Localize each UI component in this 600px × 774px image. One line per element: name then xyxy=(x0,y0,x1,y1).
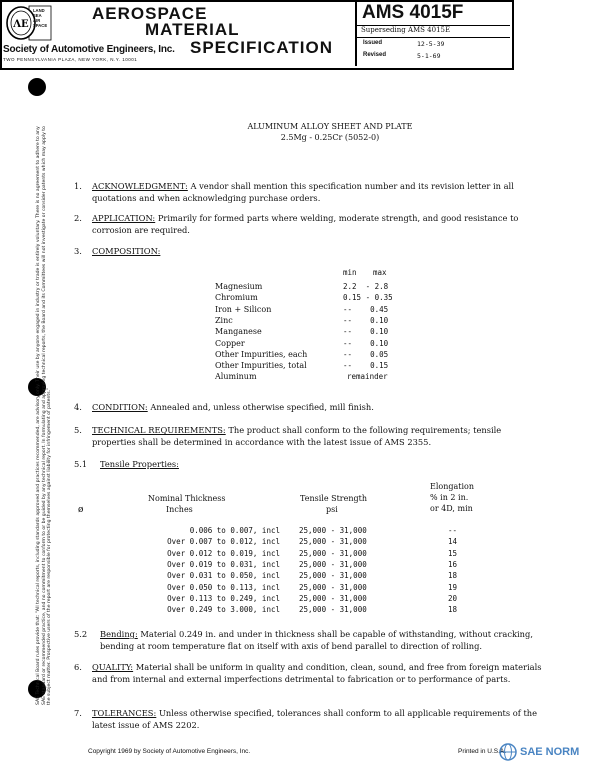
tensile-elongation: 16 xyxy=(448,559,458,569)
section-2-number: 2. xyxy=(74,213,82,223)
title-material: MATERIAL xyxy=(145,20,240,39)
section-5-1 xyxy=(74,459,544,471)
composition-value: -- 0.15 xyxy=(343,361,389,371)
tensile-thickness: Over 0.012 to 0.019, incl xyxy=(167,548,280,558)
composition-value: -- 0.45 xyxy=(343,304,389,314)
composition-element: Other Impurities, total xyxy=(215,361,307,371)
revision-marker: ø xyxy=(78,505,84,515)
strength-header-2: psi xyxy=(326,505,338,514)
header-spec-block xyxy=(357,0,510,66)
tensile-elongation: 18 xyxy=(448,571,458,581)
section-1-heading: ACKNOWLEDGMENT: xyxy=(92,181,188,191)
tensile-thickness: Over 0.019 to 0.031, incl xyxy=(167,559,280,569)
composition-element: Copper xyxy=(215,338,245,348)
section-7 xyxy=(74,708,544,731)
thickness-header-1: Nominal Thickness xyxy=(148,494,226,503)
section-2-heading: APPLICATION: xyxy=(92,213,156,223)
section-5-1-number: 5.1 xyxy=(74,459,88,469)
tensile-thickness: Over 0.031 to 0.050, incl xyxy=(167,571,280,581)
section-4-heading: CONDITION: xyxy=(92,402,148,412)
section-5-2-number: 5.2 xyxy=(74,629,88,639)
side-disclaimer-text: SAE Technical Board rules provide that: "All technical reports, including standards approved and practices recommended, are advisory only. Their use by anyone engaged in industry or trade is entirely voluntary. There is no agreement to adhere to any SAE standard or recommended practice, and no commitment to conform to or be guided by any technical report. In formulating and approving technical reports, the Board and its Committees will not investigate or consider patents which may apply to the subject matter. Prospective users of the report are responsible for protecting themselves against liability for infringement of patents." xyxy=(36,126,53,705)
composition-value: 0.15 - 0.35 xyxy=(343,293,393,303)
title-specification: SPECIFICATION xyxy=(190,38,334,57)
elong-header-3: or 4D, min xyxy=(430,504,473,513)
svg-text:ΛE: ΛE xyxy=(13,19,29,30)
sae-logo-icon xyxy=(5,4,55,44)
spec-divider-2 xyxy=(357,37,510,38)
tensile-strength: 25,000 - 31,000 xyxy=(299,559,367,569)
tensile-elongation: 14 xyxy=(448,537,458,547)
composition-value: remainder xyxy=(347,372,388,382)
section-7-heading: TOLERANCES: xyxy=(92,708,157,718)
tensile-strength: 25,000 - 31,000 xyxy=(299,582,367,592)
section-5-number: 5. xyxy=(74,425,82,435)
logo-word-2: SEA xyxy=(33,13,42,18)
section-5-2-text: Material 0.249 in. and under in thickness shall be capable of withstanding, without cracking, bending at room temperature flat on itself with axis of bend parallel to direction of rolling. xyxy=(100,629,533,651)
section-2 xyxy=(74,213,544,236)
revised-label: Revised xyxy=(363,52,387,58)
section-5-1-heading: Tensile Properties: xyxy=(100,459,179,469)
logo-word-3: AIR xyxy=(33,18,41,23)
composition-col-max: max xyxy=(373,268,387,277)
composition-element: Other Impurities, each xyxy=(215,349,308,359)
sae-logo xyxy=(5,4,55,44)
section-6-text: Material shall be uniform in quality and condition, clean, sound, and free from foreign materials and from internal and external imperfections detrimental to fabrication or to performance of parts. xyxy=(92,662,542,684)
tensile-thickness: Over 0.007 to 0.012, incl xyxy=(167,537,280,547)
composition-value: -- 0.10 xyxy=(343,315,389,325)
section-1-number: 1. xyxy=(74,181,82,191)
composition-element: Aluminum xyxy=(215,372,257,382)
issued-label: Issued xyxy=(363,40,383,46)
tensile-strength: 25,000 - 31,000 xyxy=(299,571,367,581)
section-5-2 xyxy=(74,629,544,652)
tensile-thickness: Over 0.249 to 3.000, incl xyxy=(167,605,280,615)
section-6 xyxy=(74,662,544,685)
watermark-text: SAE NORM xyxy=(520,746,580,758)
spec-header xyxy=(0,0,514,70)
section-5-heading: TECHNICAL REQUIREMENTS: xyxy=(92,425,226,435)
section-3-heading: COMPOSITION: xyxy=(92,246,161,256)
section-4 xyxy=(74,402,544,414)
header-title-block xyxy=(0,0,357,66)
section-6-number: 6. xyxy=(74,662,82,672)
society-name: Society of Automotive Engineers, Inc. xyxy=(3,44,175,55)
section-5-text: The product shall conform to the following requirements; tensile properties shall be determined in accordance with the latest issue of AMS 2355. xyxy=(92,425,502,447)
watermark xyxy=(498,741,579,763)
logo-word-4: SPACE xyxy=(33,23,48,28)
issued-date: 12-5-39 xyxy=(417,40,445,48)
tensile-strength: 25,000 - 31,000 xyxy=(299,548,367,558)
section-3 xyxy=(74,246,544,258)
tensile-elongation: 15 xyxy=(448,548,458,558)
tensile-strength: 25,000 - 31,000 xyxy=(299,605,367,615)
composition-element: Zinc xyxy=(215,315,233,325)
tensile-strength: 25,000 - 31,000 xyxy=(299,593,367,603)
thickness-header-2: Inches xyxy=(166,505,193,514)
doc-title: ALUMINUM ALLOY SHEET AND PLATE xyxy=(247,122,413,131)
elong-header-1: Elongation xyxy=(430,482,474,491)
composition-value: -- 0.05 xyxy=(343,349,389,359)
title-aerospace: AEROSPACE xyxy=(92,4,208,23)
section-3-number: 3. xyxy=(74,246,82,256)
footer-printed: Printed in U.S.A. xyxy=(458,748,507,755)
punch-hole-top xyxy=(28,78,46,96)
tensile-elongation: -- xyxy=(448,526,458,535)
composition-table xyxy=(215,268,415,393)
tensile-thickness: Over 0.113 to 0.249, incl xyxy=(167,593,280,603)
section-7-text: Unless otherwise specified, tolerances shall conform to all applicable requirements of the latest issue of AMS 2202. xyxy=(92,708,538,730)
society-address: TWO PENNSYLVANIA PLAZA, NEW YORK, N.Y. 10001 xyxy=(3,57,138,62)
logo-word-1: LAND xyxy=(33,8,45,13)
section-1-text: A vendor shall mention this specification number and its revision letter in all quotations and when acknowledging purchase orders. xyxy=(92,181,514,203)
tensile-thickness: 0.006 to 0.007, incl xyxy=(189,526,280,535)
tensile-strength: 25,000 - 31,000 xyxy=(299,537,367,547)
elong-header-2: % in 2 in. xyxy=(430,493,469,502)
tensile-elongation: 19 xyxy=(448,582,458,592)
globe-icon xyxy=(498,743,518,761)
section-5 xyxy=(74,425,544,448)
composition-element: Iron + Silicon xyxy=(215,304,272,314)
side-disclaimer xyxy=(36,125,53,705)
tensile-strength: 25,000 - 31,000 xyxy=(299,526,367,535)
section-7-number: 7. xyxy=(74,708,82,718)
section-4-text: Annealed and, unless otherwise specified, mill finish. xyxy=(150,402,374,412)
tensile-thickness: Over 0.050 to 0.113, incl xyxy=(167,582,280,592)
composition-col-min: min xyxy=(343,268,357,277)
superseding-note: Superseding AMS 4015E xyxy=(361,26,451,34)
spec-number: AMS 4015F xyxy=(362,2,464,23)
composition-value: -- 0.10 xyxy=(343,327,389,337)
tensile-elongation: 20 xyxy=(448,593,458,603)
tensile-elongation: 18 xyxy=(448,605,458,615)
section-1 xyxy=(74,181,544,204)
footer-copyright: Copyright 1969 by Society of Automotive Engineers, Inc. xyxy=(88,748,251,755)
composition-value: 2.2 - 2.8 xyxy=(343,282,389,291)
composition-element: Chromium xyxy=(215,293,258,303)
section-5-2-heading: Bending: xyxy=(100,629,138,639)
composition-element: Magnesium xyxy=(215,282,263,291)
section-4-number: 4. xyxy=(74,402,82,412)
doc-subtitle: 2.5Mg - 0.25Cr (5052-0) xyxy=(280,133,380,142)
tensile-table xyxy=(74,480,544,620)
section-2-text: Primarily for formed parts where welding, moderate strength, and good resistance to corrosion are required. xyxy=(92,213,519,235)
composition-element: Manganese xyxy=(215,327,262,337)
section-6-heading: QUALITY: xyxy=(92,662,134,672)
composition-value: -- 0.10 xyxy=(343,338,389,348)
strength-header-1: Tensile Strength xyxy=(300,494,367,503)
revised-date: 5-1-69 xyxy=(417,52,441,60)
